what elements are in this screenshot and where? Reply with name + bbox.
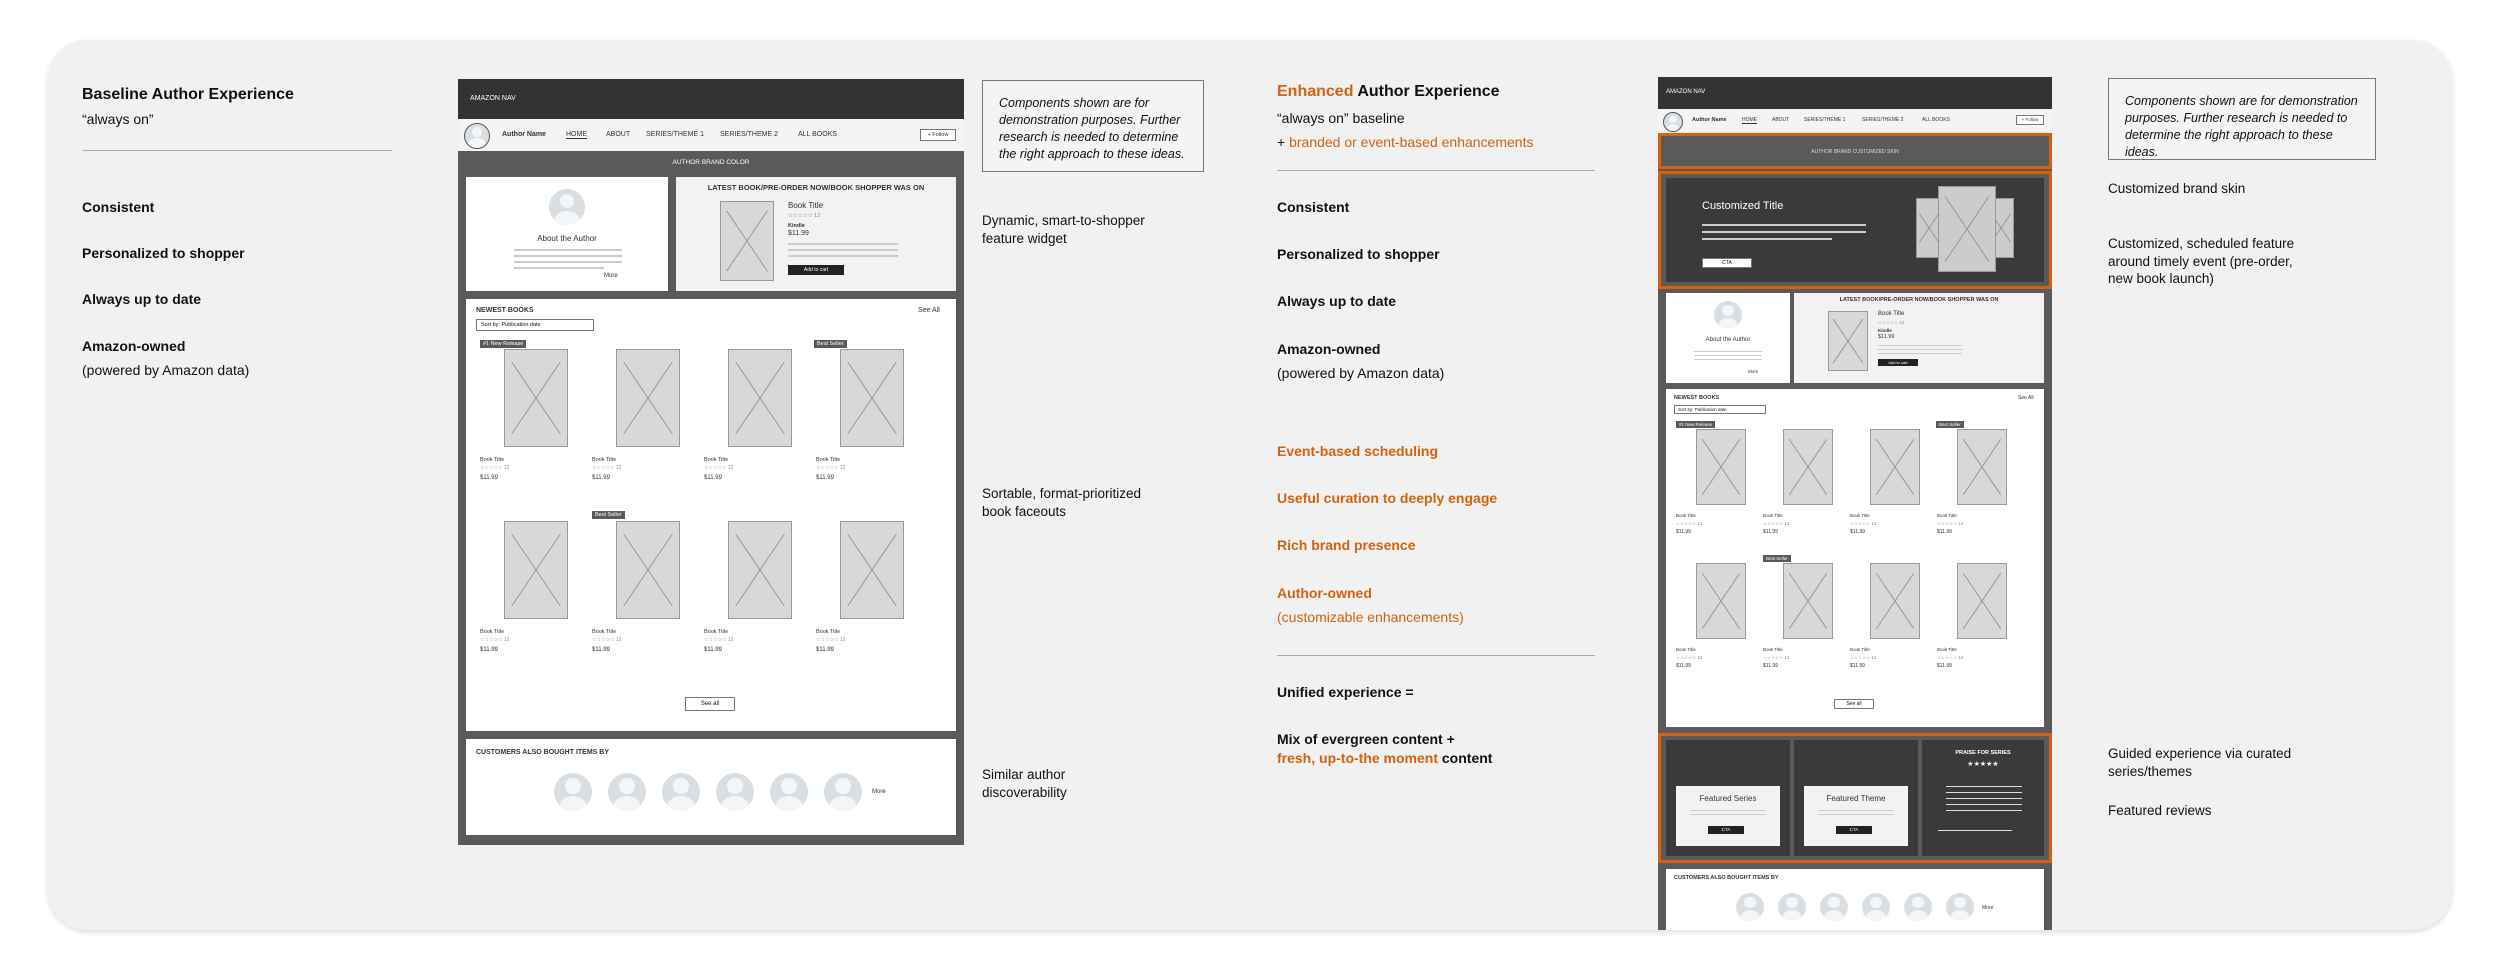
author-subnav: Author Name HOME ABOUT SERIES/THEME 1 SERIES/THEME 2 ALL BOOKS + Follow <box>458 119 964 151</box>
tab-about[interactable]: ABOUT <box>606 131 631 138</box>
follow-button[interactable]: + Follow <box>920 129 956 141</box>
baseline-title: Baseline Author Experience <box>82 86 294 103</box>
follow-button[interactable]: + Follow <box>2016 115 2044 125</box>
book-cover[interactable] <box>504 349 568 447</box>
author-avatar[interactable] <box>1820 893 1848 921</box>
author-avatar[interactable] <box>770 773 808 811</box>
tab-all-books[interactable]: ALL BOOKS <box>1922 117 1950 123</box>
sort-dropdown[interactable]: Sort by: Publication date <box>476 319 594 331</box>
customized-hero-banner[interactable]: Customized Title CTA <box>1666 178 2044 282</box>
bullet-up-to-date: Always up to date <box>82 291 202 307</box>
book-cover[interactable] <box>840 521 904 619</box>
annotation-feature-widget: Dynamic, smart-to-shopper feature widget <box>982 213 1145 246</box>
author-logo <box>1663 112 1683 132</box>
bullet-amazon-owned: Amazon-owned <box>82 338 186 354</box>
tab-series-1[interactable]: SERIES/THEME 1 <box>646 131 704 138</box>
see-all-link[interactable]: See All <box>918 307 940 314</box>
brand-skin-label: AUTHOR BRAND CUSTOMIZED SKIN <box>1811 149 1899 155</box>
tab-home[interactable]: HOME <box>1742 117 1757 123</box>
sort-dropdown[interactable]: Sort by: Publication date <box>1674 405 1766 414</box>
bullet-amazon-owned: Amazon-owned <box>1277 341 1381 357</box>
mix-line: Mix of evergreen content + <box>1277 731 1455 747</box>
bullet-personalized: Personalized to shopper <box>1277 246 1440 262</box>
author-subnav: Author Name HOME ABOUT SERIES/THEME 1 SERIES/THEME 2 ALL BOOKS + Follow <box>1658 109 2052 133</box>
book-cover[interactable] <box>1783 563 1833 639</box>
author-avatar[interactable] <box>1862 893 1890 921</box>
badge-best-seller: Best Seller <box>1763 555 1791 562</box>
disclaimer-note: Components shown are for demonstration purposes. Further research is needed to determine the right approach to these ideas. <box>982 80 1204 172</box>
praise-for-series-card: PRAISE FOR SERIES ★★★★★ <box>1922 740 2044 856</box>
latest-book-widget: LATEST BOOK/PRE-ORDER NOW/BOOK SHOPPER WAS ON Book Title ☆☆☆☆☆ 12 Kindle $11.99 Add to cart <box>676 177 956 291</box>
latest-book-widget: LATEST BOOK/PRE-ORDER NOW/BOOK SHOPPER WAS ON Book Title ☆☆☆☆☆ 12 Kindle $11.99 Add to cart <box>1794 293 2044 383</box>
badge-best-seller: Best Seller <box>1936 421 1964 428</box>
badge-best-seller: Best Seller <box>592 511 625 519</box>
badge-new-release: #1 New Release <box>1676 421 1715 428</box>
annotation-curated-series: Guided experience via curated series/themes <box>2108 746 2292 779</box>
bullet-event-scheduling: Event-based scheduling <box>1277 443 1439 459</box>
author-avatar[interactable] <box>1736 893 1764 921</box>
add-to-cart-button[interactable]: Add to cart <box>1878 359 1918 366</box>
book-cover[interactable] <box>728 349 792 447</box>
divider <box>1277 170 1595 171</box>
bullet-author-owned: Author-owned <box>1277 585 1372 601</box>
book-cover[interactable] <box>1696 563 1746 639</box>
book-cover[interactable] <box>1938 186 1996 272</box>
disclaimer-note: Components shown are for demonstration purposes. Further research is needed to determine the right approach to these ideas. <box>2108 78 2376 160</box>
tab-series-2[interactable]: SERIES/THEME 2 <box>1862 117 1904 123</box>
tab-all-books[interactable]: ALL BOOKS <box>798 131 838 138</box>
cta-button[interactable]: CTA <box>1708 826 1744 834</box>
badge-best-seller: Best Seller <box>814 340 847 348</box>
annotation-book-faceouts: Sortable, format-prioritized book faceouts <box>982 486 1142 519</box>
enhanced-title: Enhanced Author Experience <box>1277 83 1500 100</box>
presentation-board <box>48 40 2452 930</box>
more-link[interactable]: More <box>872 789 886 795</box>
bullet-curation: Useful curation to deeply engage <box>1277 490 1498 506</box>
book-cover[interactable] <box>616 521 680 619</box>
amazon-nav: AMAZON NAV <box>1658 77 2052 109</box>
annotation-featured-reviews: Featured reviews <box>2108 803 2212 818</box>
annotation-scheduled-feature: Customized, scheduled feature around timely event (pre-order, new book launch) <box>2108 236 2295 287</box>
tab-series-2[interactable]: SERIES/THEME 2 <box>720 131 778 138</box>
brand-color-band: AUTHOR BRAND COLOR <box>672 159 750 166</box>
bullet-note: (powered by Amazon data) <box>1277 365 1445 381</box>
baseline-mockup <box>458 79 964 845</box>
book-cover[interactable] <box>616 349 680 447</box>
author-logo <box>464 123 490 149</box>
author-avatar[interactable] <box>1778 893 1806 921</box>
divider <box>1277 655 1595 656</box>
book-cover[interactable] <box>1696 429 1746 505</box>
add-to-cart-button[interactable]: Add to cart <box>788 265 844 275</box>
author-avatar[interactable] <box>608 773 646 811</box>
book-cover[interactable] <box>1783 429 1833 505</box>
about-panel: About the Author More <box>466 177 668 291</box>
see-all-button[interactable]: See all <box>685 697 735 711</box>
customers-also-bought-panel: CUSTOMERS ALSO BOUGHT ITEMS BY More <box>466 739 956 835</box>
author-avatar[interactable] <box>662 773 700 811</box>
mix-line-2: fresh, up-to-the moment content <box>1277 750 1493 766</box>
author-avatar[interactable] <box>716 773 754 811</box>
featured-theme-card[interactable]: Featured Theme CTA <box>1794 740 1918 856</box>
more-link[interactable]: More <box>604 273 618 279</box>
baseline-subtitle: “always on” <box>82 111 154 127</box>
bullet-note: (powered by Amazon data) <box>82 362 250 378</box>
bullet-consistent: Consistent <box>82 199 155 215</box>
newest-books-panel: NEWEST BOOKS See All Sort by: Publication date #1 New Release Best Seller Best Seller Book Title Book Title Book Title Book Title ☆☆☆☆☆ 12 ☆☆☆☆☆ 12 ☆☆☆☆☆ 12 ☆☆☆☆☆ 12 $11.99 $11.99 $11.99 $11.99 Book Title Book Title Book Title Book Title ☆☆☆☆☆ 12 ☆☆☆☆☆ 12 ☆☆☆☆☆ 12 ☆☆☆☆☆ 12 $11.99 $11.99 $11.99 $11.99 See all <box>1666 389 2044 727</box>
book-cover[interactable] <box>728 521 792 619</box>
enhanced-additions: + branded or event-based enhancements <box>1277 134 1534 150</box>
enhanced-mockup <box>1658 77 2052 930</box>
divider <box>82 150 392 151</box>
annotation-similar-authors: Similar author discoverability <box>982 767 1067 800</box>
more-link[interactable]: More <box>1982 905 1994 911</box>
tab-home[interactable]: HOME <box>566 131 587 138</box>
enhanced-subtitle: “always on” baseline <box>1277 110 1405 126</box>
cta-button[interactable]: CTA <box>1702 258 1752 268</box>
bullet-brand-presence: Rich brand presence <box>1277 537 1416 553</box>
author-avatar[interactable] <box>554 773 592 811</box>
more-link[interactable]: More <box>1748 369 1759 374</box>
annotation-brand-skin: Customized brand skin <box>2108 181 2246 196</box>
book-cover[interactable] <box>720 201 774 281</box>
amazon-nav: AMAZON NAV <box>458 79 964 119</box>
bullet-up-to-date: Always up to date <box>1277 293 1397 309</box>
author-avatar[interactable] <box>1904 893 1932 921</box>
bullet-consistent: Consistent <box>1277 199 1350 215</box>
tab-series-1[interactable]: SERIES/THEME 1 <box>1804 117 1846 123</box>
bullet-personalized: Personalized to shopper <box>82 245 245 261</box>
badge-new-release: #1 New Release <box>480 340 526 348</box>
about-panel: About the Author More <box>1666 293 1790 383</box>
book-cover[interactable] <box>1870 429 1920 505</box>
book-cover[interactable] <box>1828 311 1868 371</box>
see-all-button[interactable]: See all <box>1834 699 1874 709</box>
book-cover[interactable] <box>1870 563 1920 639</box>
book-cover[interactable] <box>504 521 568 619</box>
book-cover[interactable] <box>840 349 904 447</box>
book-cover[interactable] <box>1957 563 2007 639</box>
author-avatar <box>1714 301 1742 329</box>
featured-series-card[interactable]: Featured Series CTA <box>1666 740 1790 856</box>
unified-experience: Unified experience = <box>1277 684 1414 700</box>
author-avatar <box>549 189 585 225</box>
star-rating: ★★★★★ <box>1967 761 1999 768</box>
newest-books-panel: NEWEST BOOKS See All Sort by: Publication date #1 New Release Best Seller Best Seller Book Title Book Title Book Title Book Title ☆☆☆☆☆ 12 ☆☆☆☆☆ 12 ☆☆☆☆☆ 12 ☆☆☆☆☆ 12 $11.99 $11.99 $11.99 $11.99 Book Title Book Title Book Title Book Title ☆☆☆☆☆ 12 ☆☆☆☆☆ 12 ☆☆☆☆☆ 12 ☆☆☆☆☆ 12 $11.99 $11.99 $11.99 $11.99 See all <box>466 299 956 731</box>
cta-button[interactable]: CTA <box>1836 826 1872 834</box>
customers-also-bought-panel: CUSTOMERS ALSO BOUGHT ITEMS BY More <box>1666 869 2044 930</box>
author-avatar[interactable] <box>1946 893 1974 921</box>
see-all-link[interactable]: See All <box>2018 395 2034 401</box>
orange-note: (customizable enhancements) <box>1277 609 1464 625</box>
author-avatar[interactable] <box>824 773 862 811</box>
tab-about[interactable]: ABOUT <box>1772 117 1790 123</box>
book-cover[interactable] <box>1957 429 2007 505</box>
